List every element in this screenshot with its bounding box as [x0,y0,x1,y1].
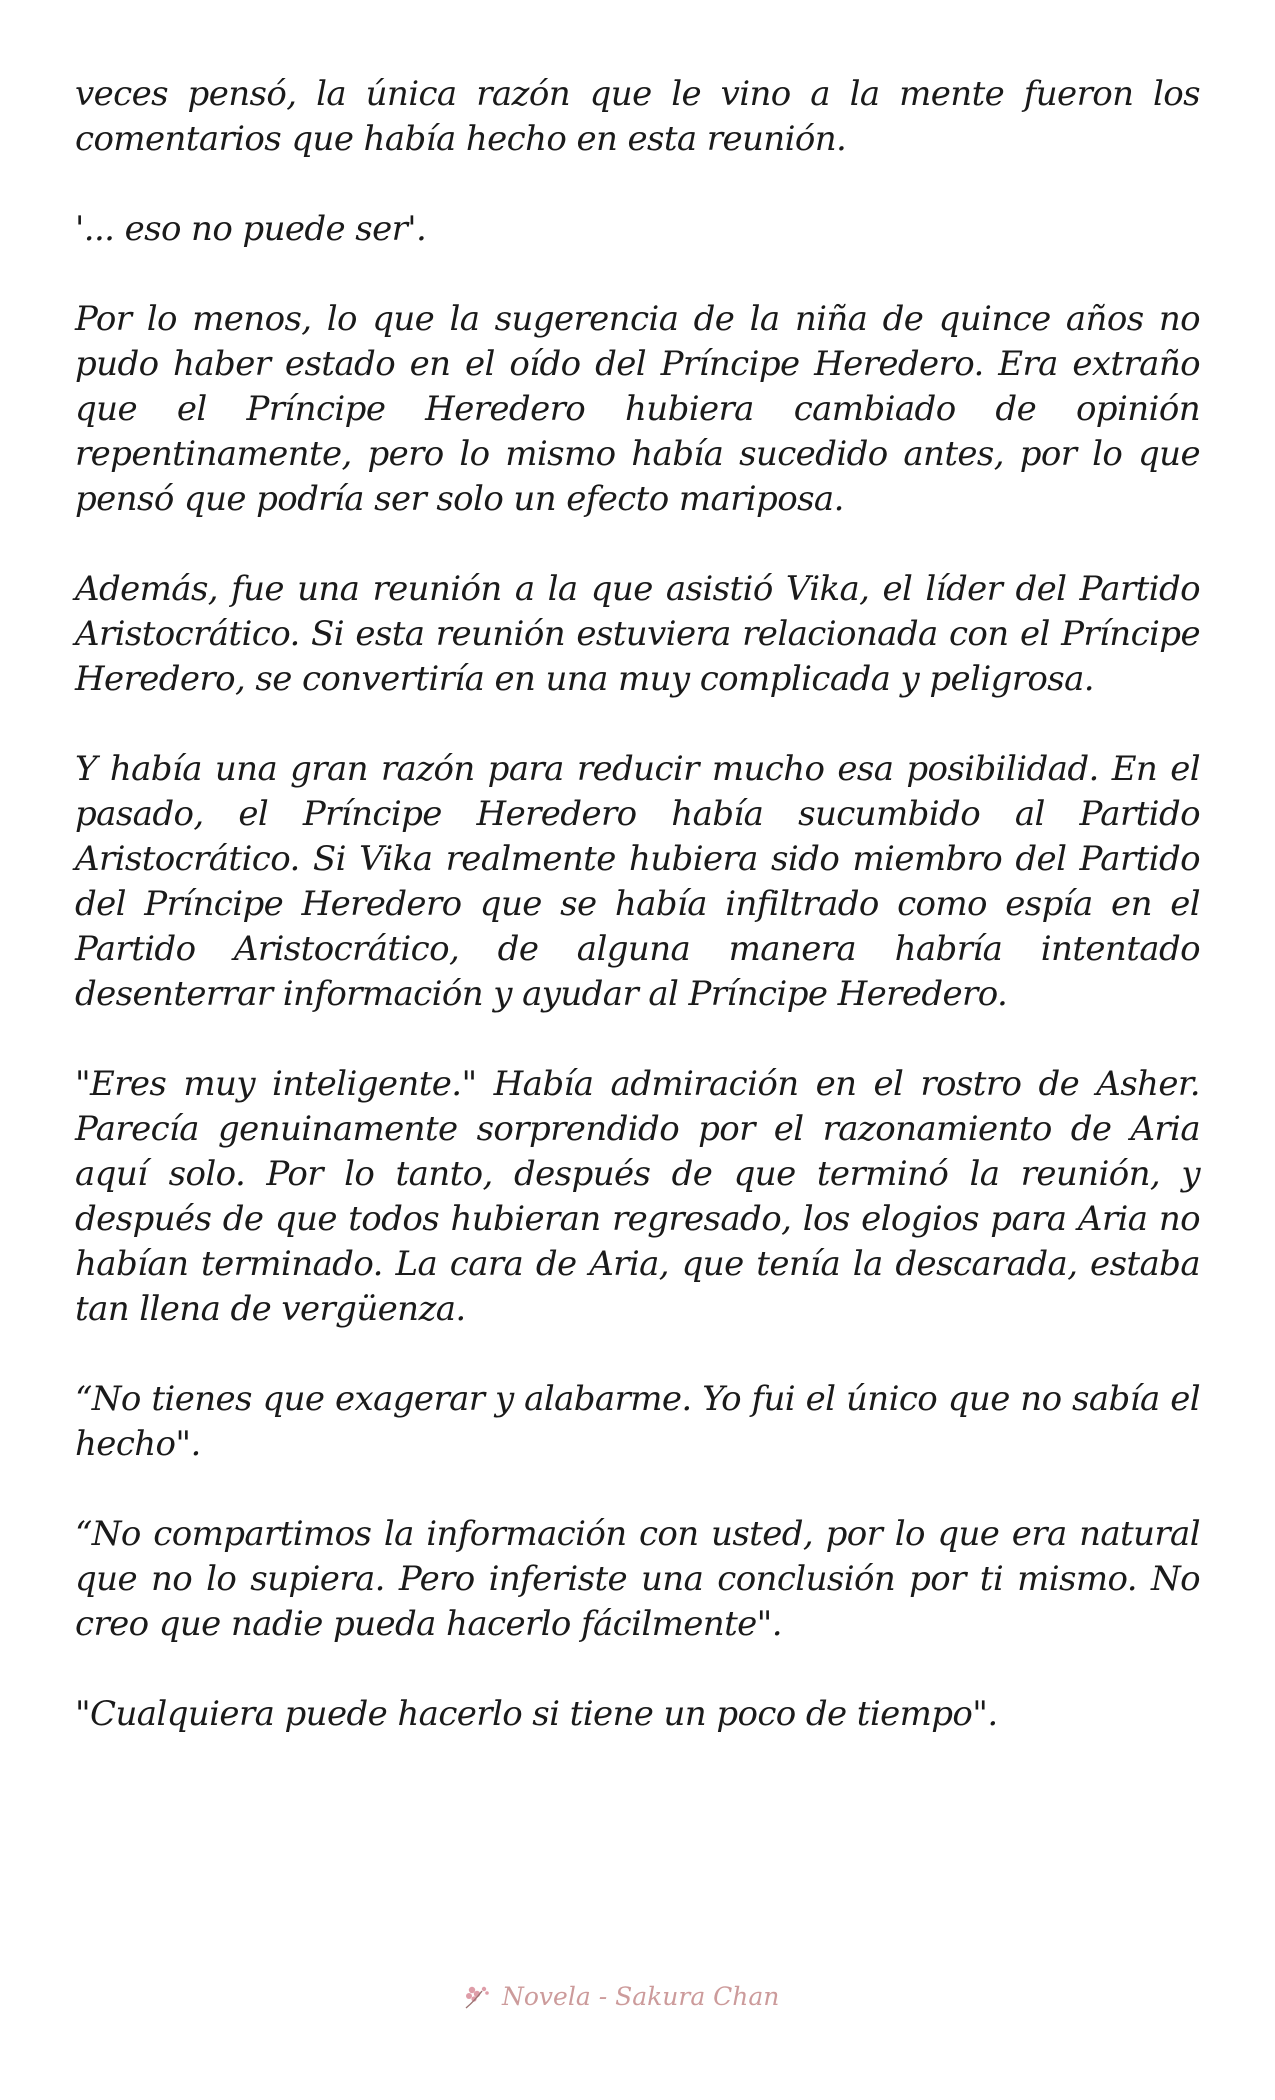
paragraph: Y había una gran razón para reducir mucho esa posibilidad. En el pasado, el Príncipe Heredero había sucumbido al Partido Aristocrático. Si Vika realmente hubiera sido miembro del Partido del Príncipe Heredero que se había infiltrado como espía en el Partido Aristocrático, de alguna manera habría intentado desenterrar información y ayudar al Príncipe Heredero. [75,749,1200,1014]
paragraph: “No tienes que exagerar y alabarme. Yo fui el único que no sabía el hecho". [75,1379,1200,1464]
paragraph: Además, fue una reunión a la que asistió Vika, el líder del Partido Aristocrático. Si esta reunión estuviera relacionada con el Príncipe Heredero, se convertiría en una muy complicada y peligrosa. [75,569,1200,699]
sakura-flower-icon [462,1983,492,2011]
paragraph: '... eso no puede ser'. [75,209,427,249]
watermark-text: Novela - Sakura Chan [502,1982,780,2011]
paragraph: Por lo menos, lo que la sugerencia de la niña de quince años no pudo haber estado en el oído del Príncipe Heredero. Era extraño que el Príncipe Heredero hubiera cambiado de opinión repentinamente, pero lo mismo había sucedido antes, por lo que pensó que podría ser solo un efecto mariposa. [75,299,1200,519]
paragraph: “No compartimos la información con usted, por lo que era natural que no lo supiera. Pero inferiste una conclusión por ti mismo. No creo que nadie pueda hacerlo fácilmente". [75,1514,1200,1644]
paragraph: veces pensó, la única razón que le vino a la mente fueron los comentarios que había hecho en esta reunión. [75,74,1200,159]
document-body [75,72,1200,1737]
paragraph: "Cualquiera puede hacerlo si tiene un poco de tiempo". [75,1694,998,1734]
watermark [462,1982,779,2011]
paragraph: "Eres muy inteligente." Había admiración en el rostro de Asher. Parecía genuinamente sorprendido por el razonamiento de Aria aquí solo. Por lo tanto, después de que terminó la reunión, y después de que todos hubieran regresado, los elogios para Aria no habían terminado. La cara de Aria, que tenía la descarada, estaba tan llena de vergüenza. [75,1064,1200,1329]
